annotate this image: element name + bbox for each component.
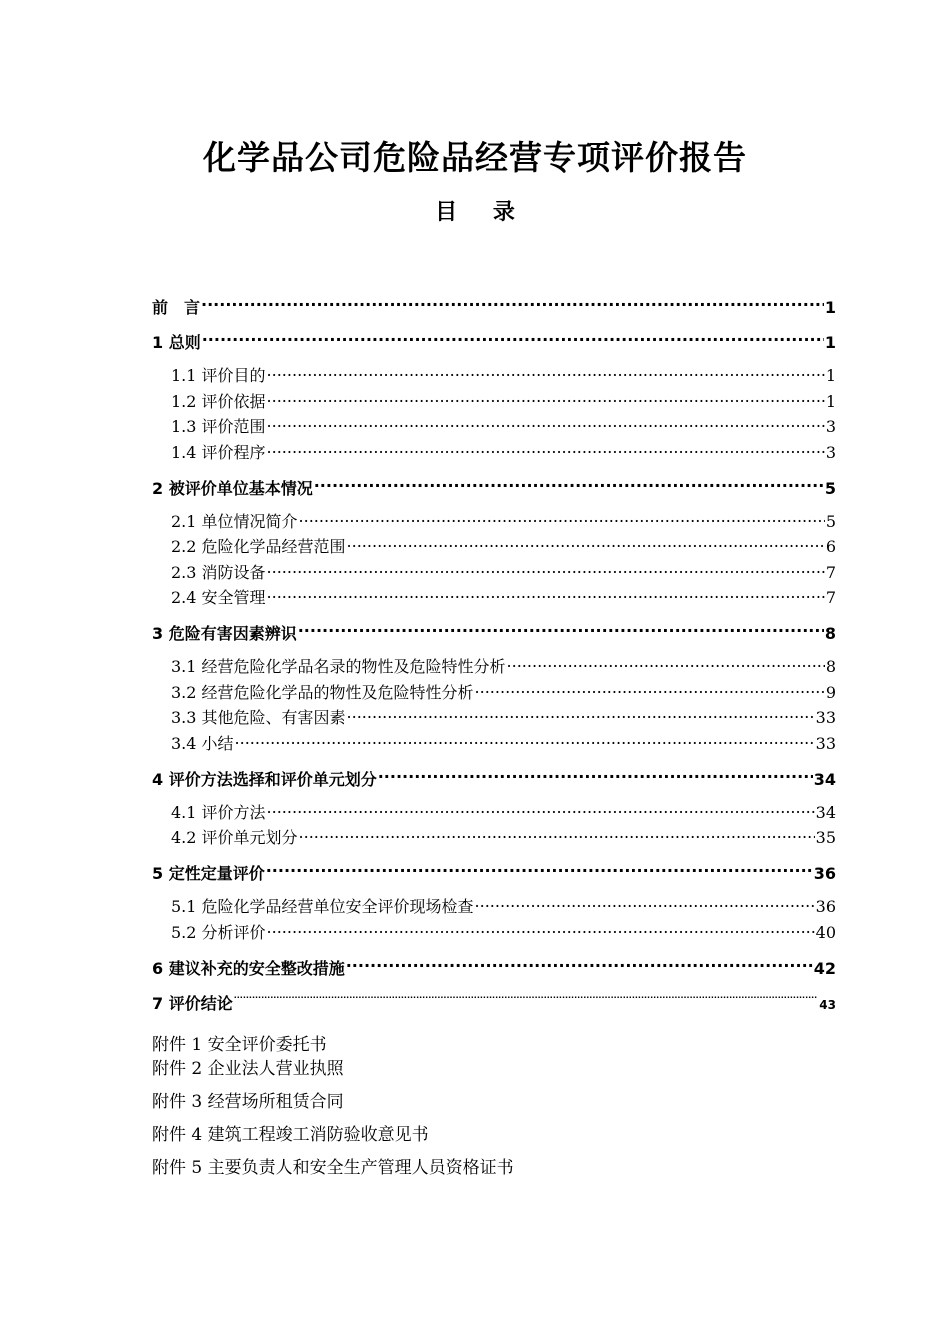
toc-leader-dots [267,562,825,578]
toc-entry-label: 4.1 评价方法 [171,802,266,822]
toc-entry-label: 5 定性定量评价 [152,864,265,883]
toc-leader-dots [267,587,825,603]
toc-leader-dots [298,623,824,639]
toc-leader-dots [507,656,825,672]
toc-leader-dots [347,707,815,723]
toc-entry-preface[interactable] [152,294,836,329]
toc-entry-page: 35 [815,828,836,847]
toc-leader-dots [378,769,813,785]
toc-entry-section-3-4[interactable] [152,732,836,766]
toc-entry-section-5-1[interactable] [152,895,836,921]
toc-entry-label: 2.3 消防设备 [171,562,266,582]
toc-entry-page: 1 [824,298,836,317]
toc-entry-section-2-2[interactable] [152,535,836,561]
toc-entry-page: 5 [824,478,836,498]
toc-entry-label: 1 总则 [152,333,201,352]
toc-leader-dots [299,827,815,843]
toc-entry-chapter-5[interactable] [152,860,836,895]
toc-entry-page: 9 [825,682,836,702]
toc-entry-label: 2 被评价单位基本情况 [152,478,313,498]
toc-leader-dots [267,391,825,407]
toc-entry-section-3-2[interactable] [152,681,836,707]
toc-leader-dots [267,416,825,432]
toc-entry-section-3-3[interactable] [152,706,836,732]
toc-entry-label: 3.3 其他危险、有害因素 [171,708,346,727]
toc-entry-section-5-2[interactable] [152,921,836,955]
toc-entry-section-2-3[interactable] [152,561,836,587]
toc-entry-page: 7 [825,588,836,607]
toc-entry-page: 33 [815,708,836,727]
toc-leader-dots [267,922,815,938]
toc-leader-dots [299,511,825,527]
toc-entry-page: 33 [815,733,836,753]
toc-entry-chapter-4[interactable] [152,766,836,801]
toc-leader-dots [266,863,813,879]
toc-entry-page: 8 [825,657,836,676]
toc-entry-page: 5 [825,511,836,531]
toc-entry-label: 4 评价方法选择和评价单元划分 [152,769,377,789]
toc-entry-chapter-1[interactable] [152,329,836,364]
annex-item-2: 附件 2 企业法人营业执照 [152,1059,344,1079]
toc-entry-section-2-1[interactable] [152,510,836,536]
annex-item-3: 附件 3 经营场所租赁合同 [152,1092,344,1112]
toc-entry-chapter-7[interactable] [152,990,836,1025]
toc-entry-section-1-2[interactable] [152,390,836,416]
toc-entry-label: 1.1 评价目的 [171,366,266,385]
toc-entry-page: 36 [813,864,836,883]
toc-entry-label: 2.1 单位情况简介 [171,511,298,531]
toc-entry-label: 4.2 评价单元划分 [171,828,298,847]
toc-entry-section-4-1[interactable] [152,801,836,827]
toc-leader-dots [201,297,824,313]
toc-entry-label: 6 建议补充的安全整改措施 [152,958,345,978]
toc-entry-page: 6 [825,537,836,556]
toc-entry-label: 1.3 评价范围 [171,417,266,436]
toc-leader-dots [346,958,813,974]
toc-entry-page: 43 [819,997,836,1012]
document-title: 化学品公司危险品经营专项评价报告 [203,138,747,177]
toc-entry-label: 7 评价结论 [152,993,233,1013]
toc-entry-page: 40 [815,922,836,942]
toc-entry-chapter-3[interactable] [152,620,836,655]
toc-entry-page: 36 [815,897,836,916]
toc-heading: 目 录 [435,200,529,225]
toc-leader-dots [234,993,819,1009]
toc-entry-page: 3 [825,442,836,462]
annex-item-1: 附件 1 安全评价委托书 [152,1035,327,1055]
toc-leader-dots [267,802,815,818]
toc-entry-page: 1 [825,391,836,411]
toc-entry-page: 8 [824,624,836,643]
toc-entry-label: 前 言 [152,298,201,317]
toc-entry-label: 3 危险有害因素辨识 [152,624,297,643]
table-of-contents [152,294,836,1025]
toc-entry-label: 2.2 危险化学品经营范围 [171,537,346,556]
toc-entry-section-4-2[interactable] [152,826,836,860]
toc-entry-chapter-2[interactable] [152,475,836,510]
toc-entry-section-3-1[interactable] [152,655,836,681]
toc-entry-page: 7 [825,562,836,582]
toc-entry-label: 3.4 小结 [171,733,234,753]
toc-entry-page: 34 [813,769,836,789]
toc-entry-page: 42 [813,958,836,978]
toc-leader-dots [202,332,824,348]
toc-entry-page: 34 [815,802,836,822]
toc-entry-label: 1.2 评价依据 [171,391,266,411]
annex-item-4: 附件 4 建筑工程竣工消防验收意见书 [152,1125,429,1145]
toc-leader-dots [475,896,815,912]
annex-item-5: 附件 5 主要负责人和安全生产管理人员资格证书 [152,1158,514,1178]
toc-entry-label: 5.1 危险化学品经营单位安全评价现场检查 [171,897,474,916]
toc-entry-chapter-6[interactable] [152,955,836,990]
toc-entry-label: 1.4 评价程序 [171,442,266,462]
toc-entry-section-1-1[interactable] [152,364,836,390]
toc-entry-label: 5.2 分析评价 [171,922,266,942]
toc-entry-section-1-3[interactable] [152,415,836,441]
toc-leader-dots [475,682,825,698]
toc-entry-page: 1 [825,366,836,385]
toc-leader-dots [347,536,825,552]
toc-leader-dots [267,442,825,458]
toc-leader-dots [267,365,825,381]
toc-entry-section-1-4[interactable] [152,441,836,475]
toc-entry-page: 3 [825,417,836,436]
toc-entry-label: 2.4 安全管理 [171,588,266,607]
toc-entry-label: 3.2 经营危险化学品的物性及危险特性分析 [171,682,474,702]
toc-entry-label: 3.1 经营危险化学品名录的物性及危险特性分析 [171,657,506,676]
toc-entry-page: 1 [824,333,836,352]
toc-leader-dots [235,733,815,749]
toc-entry-section-2-4[interactable] [152,586,836,620]
toc-leader-dots [314,478,824,494]
